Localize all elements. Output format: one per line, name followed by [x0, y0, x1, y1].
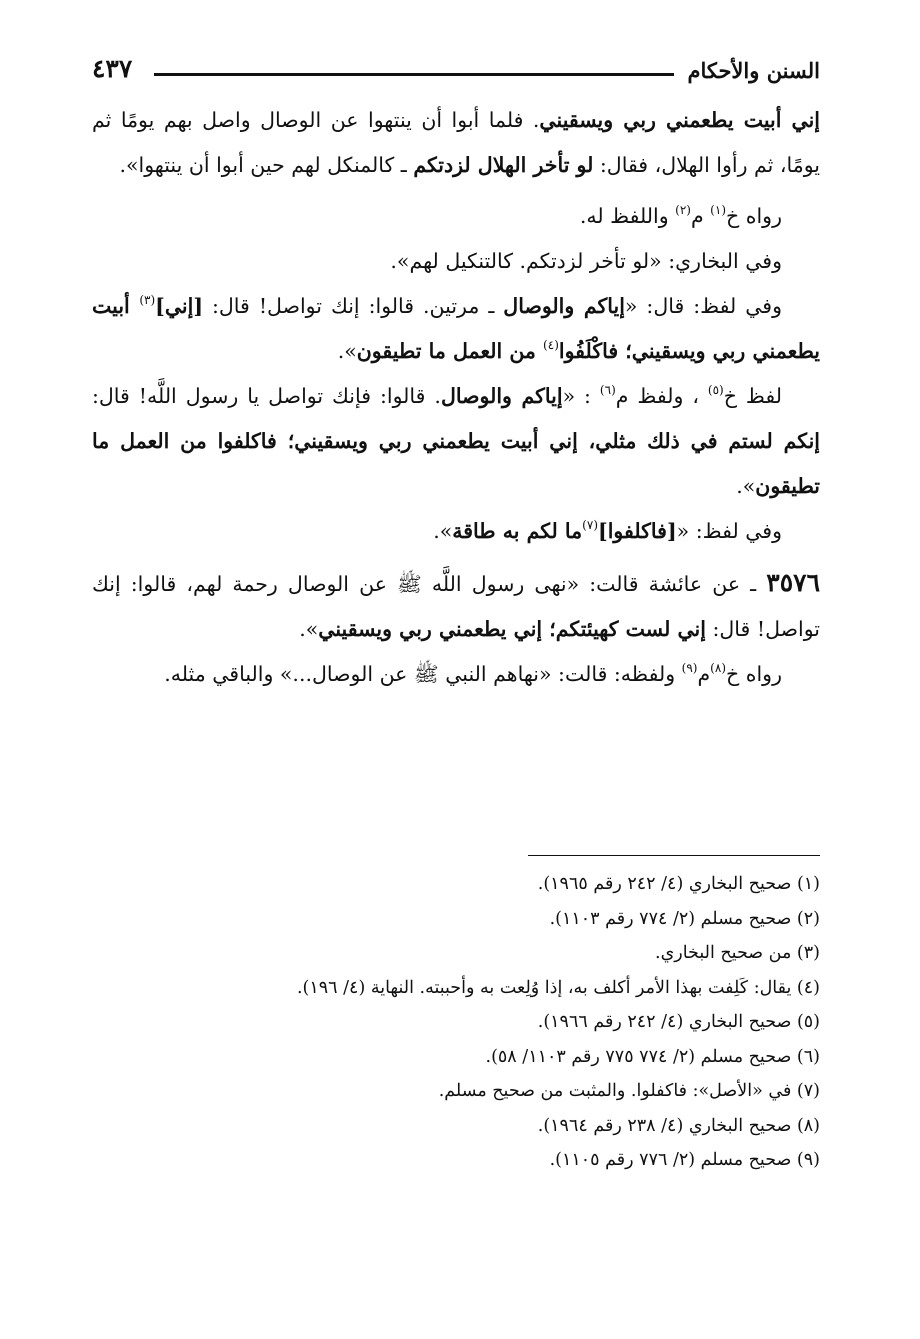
- footnote-ref: (٤): [543, 338, 559, 352]
- footnote-ref: (١): [710, 203, 726, 217]
- page-number: ٤٣٧: [92, 54, 133, 83]
- footnote-ref: (٧): [582, 518, 598, 532]
- running-title: السنن والأحكام: [687, 58, 820, 83]
- hadith-number: ٣٥٧٦: [766, 568, 820, 597]
- quote-bold: إني أبيت يطعمني ربي ويسقيني: [539, 108, 820, 132]
- footnote-6: (٦) صحيح مسلم (٢/ ٧٧٤ ٧٧٥ رقم ١١٠٣/ ٥٨).: [485, 1046, 820, 1067]
- quote-bold: إنكم لستم في ذلك مثلي، إني أبيت يطعمني ربي ويسقيني؛ فاكلفوا من العمل ما تطيقون: [92, 429, 820, 498]
- text-span: . قالوا: فإنك تواصل يا رسول اللَّه! قال:: [92, 384, 441, 408]
- text-span: ».: [736, 474, 756, 498]
- footnote-ref: (٢): [675, 203, 691, 217]
- main-text: [92, 98, 820, 697]
- text-span: لفظ خ: [723, 384, 782, 408]
- text-span: وفي لفظ: قال: «: [624, 294, 782, 318]
- footnote-ref: (٩): [681, 661, 698, 675]
- text-span: واللفظ له.: [579, 204, 676, 228]
- quote-bold: إياكم والوصال: [440, 384, 563, 408]
- footnote-7: (٧) في «الأصل»: فاكفلوا. والمثبت من صحيح مسلم.: [438, 1081, 820, 1101]
- text-span: ولفظه: قالت: «نهاهم النبي ﷺ عن الوصال...» والباقي مثله.: [164, 662, 682, 686]
- text-span: ، ولفظ م: [615, 384, 708, 408]
- paragraph-6: [92, 509, 820, 554]
- text-span: م: [697, 662, 711, 686]
- text-span: م: [690, 204, 711, 228]
- footnote-5: (٥) صحيح البخاري (٤/ ٢٤٢ رقم ١٩٦٦).: [537, 1012, 820, 1032]
- text-span: ـ كالمنكل لهم حين أبوا أن ينتهوا».: [119, 153, 414, 177]
- paragraph-1: [92, 98, 820, 188]
- paragraph-2: [92, 194, 820, 239]
- text-span: ـ مرتين. قالوا: إنك تواصل! قال:: [203, 294, 504, 318]
- paragraph-7: [92, 560, 820, 652]
- quote-bold: لو تأخر الهلال لزدتكم: [413, 153, 594, 177]
- quote-bold: ما لكم به طاقة: [452, 519, 583, 543]
- quote-bold: أبيت يطعمني ربي ويسقيني؛ فاكْلَفُوا: [92, 294, 820, 363]
- footnote-9: (٩) صحيح مسلم (٢/ ٧٧٦ رقم ١١٠٥).: [549, 1150, 820, 1170]
- quote-bold: من العمل ما تطيقون: [356, 339, 544, 363]
- text-span: : «: [562, 384, 600, 408]
- text-span: رواه خ: [726, 204, 782, 228]
- footnote-ref: (٨): [710, 661, 726, 675]
- text-span: ».: [299, 617, 319, 641]
- footnote-2: (٢) صحيح مسلم (٢/ ٧٧٤ رقم ١١٠٣).: [549, 908, 820, 929]
- text-span: وفي لفظ: «: [676, 519, 782, 543]
- footnote-ref: (٥): [707, 383, 724, 397]
- paragraph-5: [92, 374, 820, 509]
- footnote-ref: (٣): [139, 293, 156, 307]
- text-span: . فلما أبوا أن ينتهوا عن الوصال واصل بهم يومًا ثم يومًا، ثم رأوا الهلال، فقال:: [92, 108, 820, 177]
- paragraph-3: وفي البخاري: «لو تأخر لزدتكم. كالتنكيل لهم».: [390, 249, 782, 273]
- footnotes: [92, 867, 820, 1178]
- quote-bold: [فاكلفوا]: [598, 519, 677, 543]
- quote-bold: إني لست كهيئتكم؛ إني يطعمني ربي ويسقيني: [318, 617, 706, 641]
- footnote-4: (٤) يقال: كَلِفت بهذا الأمر أكلف به، إذا وُلِعت به وأحببته. النهاية (٤/ ١٩٦).: [296, 977, 820, 998]
- text-span: رواه خ: [726, 662, 782, 686]
- text-span: ».: [433, 519, 453, 543]
- quote-bold: [إني]: [155, 294, 204, 318]
- text-span: ».: [337, 339, 357, 363]
- page-header: [92, 54, 820, 92]
- paragraph-8: [92, 652, 820, 697]
- footnote-separator: [528, 855, 820, 856]
- footnote-3: (٣) من صحيح البخاري.: [655, 943, 820, 963]
- footnote-ref: (٦): [599, 383, 616, 397]
- footnote-8: (٨) صحيح البخاري (٤/ ٢٣٨ رقم ١٩٦٤).: [537, 1115, 820, 1136]
- footnote-1: (١) صحيح البخاري (٤/ ٢٤٢ رقم ١٩٦٥).: [537, 874, 820, 894]
- quote-bold: إياكم والوصال: [503, 294, 625, 318]
- text-span: ـ عن عائشة قالت: «نهى رسول اللَّه ﷺ عن الوصال رحمة لهم، قالوا: إنك تواصل! قال:: [92, 572, 820, 641]
- paragraph-4: [92, 284, 820, 374]
- header-rule: [154, 73, 674, 76]
